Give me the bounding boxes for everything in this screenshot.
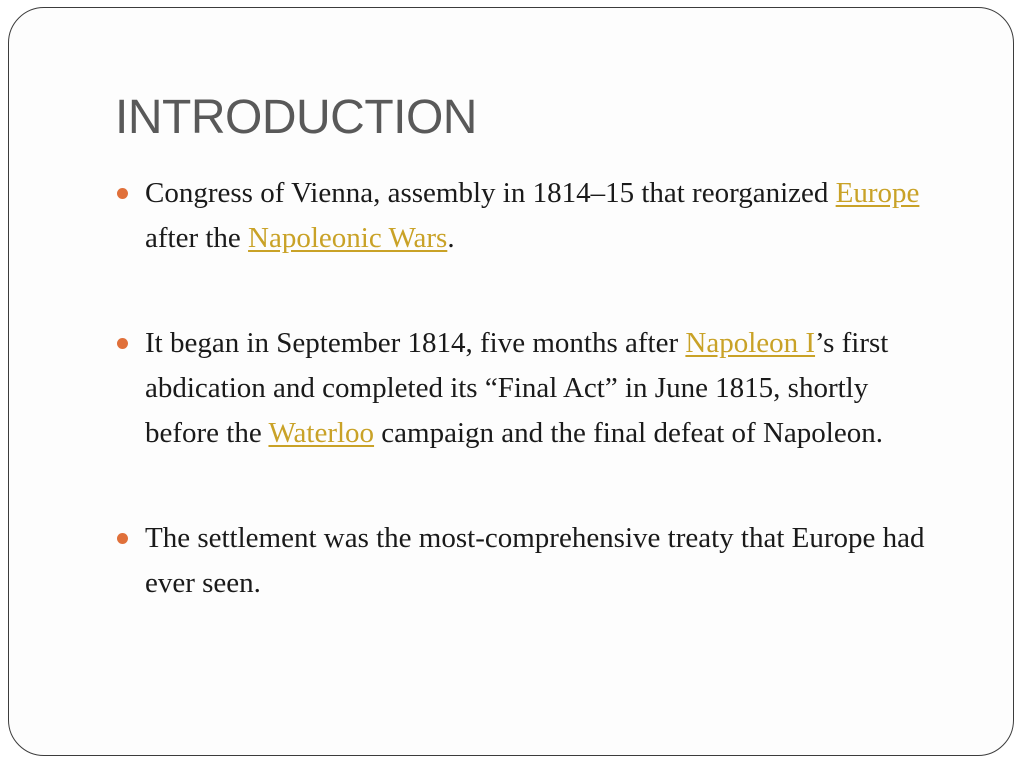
link-waterloo[interactable]: Waterloo <box>268 417 375 449</box>
bullet-text: Congress of Vienna, assembly in 1814–15 that reorganized <box>145 177 836 209</box>
link-napoleon-i[interactable]: Napoleon I <box>685 327 816 359</box>
slide-title: INTRODUCTION <box>115 91 477 144</box>
bullet-text: . <box>447 222 455 254</box>
bullet-dot-icon <box>117 188 128 199</box>
bullet-list <box>117 171 947 666</box>
bullet-text: The settlement was the most-comprehensive treaty that Europe had ever seen. <box>145 522 925 599</box>
slide <box>8 7 1014 756</box>
bullet-item <box>117 171 947 261</box>
link-napoleonic-wars[interactable]: Napoleonic Wars <box>248 222 448 254</box>
bullet-dot-icon <box>117 338 128 349</box>
bullet-text: It began in September 1814, five months after <box>145 327 686 359</box>
bullet-dot-icon <box>117 533 128 544</box>
link-europe[interactable]: Europe <box>835 177 920 209</box>
bullet-text: ’s first abdication and completed its “Final Act” in June 1815, shortly before the <box>145 327 889 449</box>
bullet-item <box>117 321 947 456</box>
bullet-item <box>117 516 947 606</box>
bullet-text: after the <box>145 222 249 254</box>
bullet-text: campaign and the final defeat of Napoleon. <box>374 417 883 449</box>
